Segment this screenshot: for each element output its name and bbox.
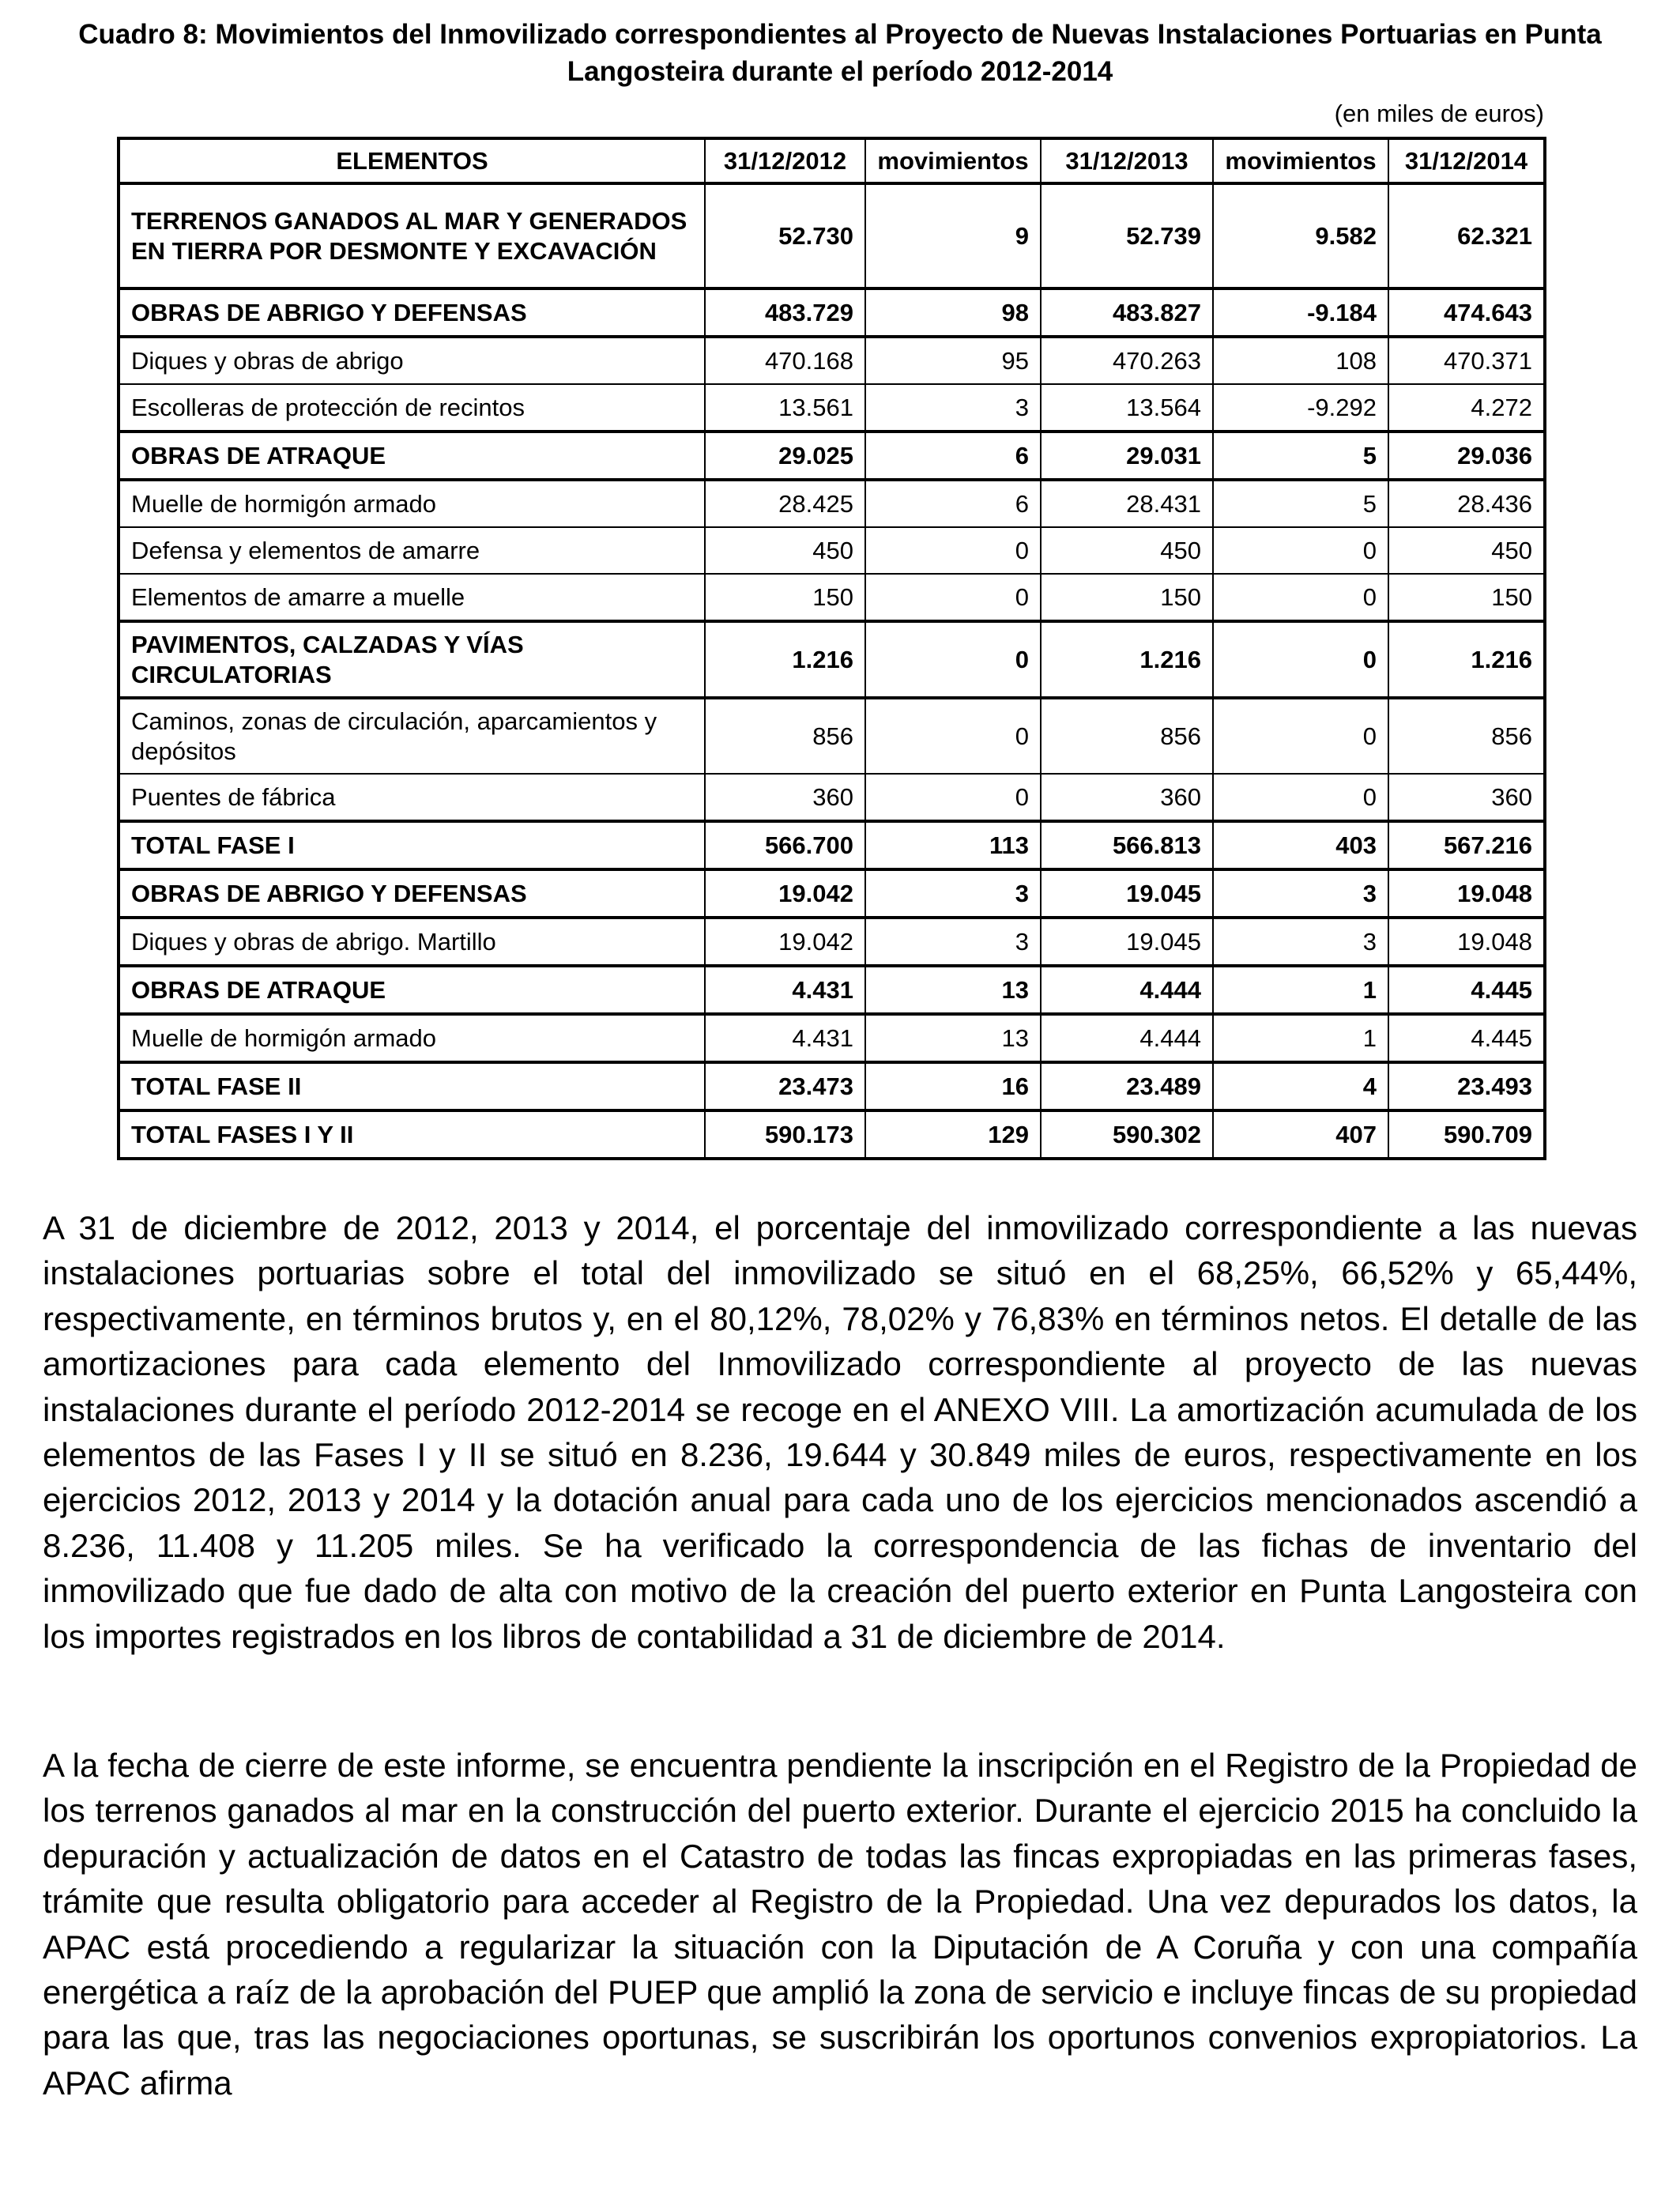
element-name-cell: Puentes de fábrica	[119, 774, 705, 821]
value-cell: 6	[865, 432, 1041, 480]
value-cell: 16	[865, 1062, 1041, 1110]
element-name-cell: PAVIMENTOS, CALZADAS Y VÍAS CIRCULATORIAS	[119, 621, 705, 698]
value-cell: 19.042	[705, 869, 865, 918]
value-cell: 52.730	[705, 183, 865, 288]
value-cell: 0	[865, 698, 1041, 774]
value-cell: 129	[865, 1110, 1041, 1159]
element-name-cell: OBRAS DE ATRAQUE	[119, 432, 705, 480]
value-cell: 29.031	[1041, 432, 1213, 480]
header-cell: movimientos	[865, 138, 1041, 183]
movements-table	[117, 137, 1546, 1160]
value-cell: 470.263	[1041, 337, 1213, 384]
header-cell: movimientos	[1213, 138, 1388, 183]
value-cell: 0	[865, 774, 1041, 821]
table-body	[119, 183, 1545, 1159]
value-cell: 1.216	[1388, 621, 1545, 698]
value-cell: 62.321	[1388, 183, 1545, 288]
value-cell: 0	[865, 621, 1041, 698]
value-cell: 13	[865, 1014, 1041, 1062]
value-cell: 856	[1041, 698, 1213, 774]
value-cell: 95	[865, 337, 1041, 384]
value-cell: 0	[1213, 698, 1388, 774]
value-cell: 450	[1388, 527, 1545, 574]
value-cell: 0	[1213, 527, 1388, 574]
element-name-cell: Caminos, zonas de circulación, aparcamientos y depósitos	[119, 698, 705, 774]
value-cell: 483.827	[1041, 288, 1213, 337]
value-cell: 23.493	[1388, 1062, 1545, 1110]
value-cell: 52.739	[1041, 183, 1213, 288]
value-cell: 3	[865, 869, 1041, 918]
value-cell: 4.431	[705, 966, 865, 1014]
value-cell: 150	[1041, 574, 1213, 621]
value-cell: 4.272	[1388, 384, 1545, 432]
table-row	[119, 527, 1545, 574]
value-cell: 567.216	[1388, 821, 1545, 869]
value-cell: 113	[865, 821, 1041, 869]
value-cell: 3	[1213, 869, 1388, 918]
table-row	[119, 821, 1545, 869]
header-cell: ELEMENTOS	[119, 138, 705, 183]
value-cell: 360	[1041, 774, 1213, 821]
table-row	[119, 774, 1545, 821]
value-cell: 474.643	[1388, 288, 1545, 337]
value-cell: -9.184	[1213, 288, 1388, 337]
element-name-cell: OBRAS DE ATRAQUE	[119, 966, 705, 1014]
value-cell: 0	[865, 574, 1041, 621]
table-row	[119, 1062, 1545, 1110]
value-cell: 19.045	[1041, 918, 1213, 966]
table-row	[119, 574, 1545, 621]
element-name-cell: TOTAL FASE II	[119, 1062, 705, 1110]
value-cell: 29.036	[1388, 432, 1545, 480]
value-cell: 1	[1213, 966, 1388, 1014]
value-cell: 470.168	[705, 337, 865, 384]
value-cell: 470.371	[1388, 337, 1545, 384]
value-cell: 1.216	[705, 621, 865, 698]
value-cell: 0	[1213, 774, 1388, 821]
value-cell: 566.813	[1041, 821, 1213, 869]
table-row	[119, 432, 1545, 480]
value-cell: 360	[705, 774, 865, 821]
table-row	[119, 698, 1545, 774]
value-cell: 1.216	[1041, 621, 1213, 698]
value-cell: 28.425	[705, 480, 865, 527]
element-name-cell: TOTAL FASE I	[119, 821, 705, 869]
table-row	[119, 918, 1545, 966]
value-cell: 566.700	[705, 821, 865, 869]
element-name-cell: TERRENOS GANADOS AL MAR Y GENERADOS EN TIERRA POR DESMONTE Y EXCAVACIÓN	[119, 183, 705, 288]
header-cell: 31/12/2013	[1041, 138, 1213, 183]
header-cell: 31/12/2012	[705, 138, 865, 183]
table-header-row	[119, 138, 1545, 183]
value-cell: 13	[865, 966, 1041, 1014]
element-name-cell: Muelle de hormigón armado	[119, 1014, 705, 1062]
value-cell: 6	[865, 480, 1041, 527]
value-cell: 150	[705, 574, 865, 621]
value-cell: 13.564	[1041, 384, 1213, 432]
value-cell: 856	[705, 698, 865, 774]
value-cell: 590.709	[1388, 1110, 1545, 1159]
element-name-cell: Defensa y elementos de amarre	[119, 527, 705, 574]
value-cell: 28.436	[1388, 480, 1545, 527]
table-row	[119, 337, 1545, 384]
value-cell: 3	[865, 384, 1041, 432]
value-cell: 590.302	[1041, 1110, 1213, 1159]
table-row	[119, 1014, 1545, 1062]
value-cell: 3	[1213, 918, 1388, 966]
units-note: (en miles de euros)	[1334, 100, 1544, 127]
value-cell: 1	[1213, 1014, 1388, 1062]
value-cell: 856	[1388, 698, 1545, 774]
paragraph-1: A 31 de diciembre de 2012, 2013 y 2014, el porcentaje del inmovilizado correspondiente a las nuevas instalaciones portuarias sobre el total del inmovilizado se situó en el 68,25%, 66,52% y 65,44%, respectivamente, en términos brutos y, en el 80,12%, 78,02% y 76,83% en términos netos. El detalle de las amortizaciones para cada elemento del Inmovilizado correspondiente al proyecto de las nuevas instalaciones durante el período 2012-2014 se recoge en el ANEXO VIII. La amortización acumulada de los elementos de las Fases I y II se situó en 8.236, 19.644 y 30.849 miles de euros, respectivamente en los ejercicios 2012, 2013 y 2014 y la dotación anual para cada uno de los ejercicios mencionados ascendió a 8.236, 11.408 y 11.205 miles. Se ha verificado la correspondencia de las fichas de inventario del inmovilizado que fue dado de alta con motivo de la creación del puerto exterior en Punta Langosteira con los importes registrados en los libros de contabilidad a 31 de diciembre de 2014.	[43, 1209, 1637, 1655]
value-cell: 29.025	[705, 432, 865, 480]
value-cell: 23.473	[705, 1062, 865, 1110]
value-cell: 9	[865, 183, 1041, 288]
value-cell: 5	[1213, 480, 1388, 527]
value-cell: 0	[1213, 574, 1388, 621]
table-row	[119, 621, 1545, 698]
value-cell: 0	[1213, 621, 1388, 698]
value-cell: 590.173	[705, 1110, 865, 1159]
table-row	[119, 288, 1545, 337]
value-cell: 9.582	[1213, 183, 1388, 288]
value-cell: 28.431	[1041, 480, 1213, 527]
value-cell: 4.431	[705, 1014, 865, 1062]
value-cell: 23.489	[1041, 1062, 1213, 1110]
element-name-cell: TOTAL FASES I Y II	[119, 1110, 705, 1159]
element-name-cell: OBRAS DE ABRIGO Y DEFENSAS	[119, 288, 705, 337]
header-cell: 31/12/2014	[1388, 138, 1545, 183]
element-name-cell: Diques y obras de abrigo	[119, 337, 705, 384]
value-cell: 98	[865, 288, 1041, 337]
table-title: Cuadro 8: Movimientos del Inmovilizado correspondientes al Proyecto de Nuevas Instalaciones Portuarias en Punta Langosteira durante el período 2012-2014	[78, 19, 1602, 87]
value-cell: -9.292	[1213, 384, 1388, 432]
table-row	[119, 183, 1545, 288]
value-cell: 19.048	[1388, 869, 1545, 918]
table-row	[119, 869, 1545, 918]
value-cell: 3	[865, 918, 1041, 966]
value-cell: 483.729	[705, 288, 865, 337]
value-cell: 360	[1388, 774, 1545, 821]
value-cell: 0	[865, 527, 1041, 574]
paragraph-2: A la fecha de cierre de este informe, se encuentra pendiente la inscripción en el Registro de la Propiedad de los terrenos ganados al mar en la construcción del puerto exterior. Durante el ejercicio 2015 ha concluido la depuración y actualización de datos en el Catastro de todas las fincas expropiadas en las primeras fases, trámite que resulta obligatorio para acceder al Registro de la Propiedad. Una vez depurados los datos, la APAC está procediendo a regularizar la situación con la Diputación de A Coruña y con una compañía energética a raíz de la aprobación del PUEP que amplió la zona de servicio e incluye fincas de su propiedad para las que, tras las negociaciones oportunas, se suscribirán los oportunos convenios expropiatorios. La APAC afirma	[43, 1747, 1637, 2102]
value-cell: 108	[1213, 337, 1388, 384]
element-name-cell: OBRAS DE ABRIGO Y DEFENSAS	[119, 869, 705, 918]
value-cell: 4.444	[1041, 1014, 1213, 1062]
value-cell: 450	[1041, 527, 1213, 574]
value-cell: 4.444	[1041, 966, 1213, 1014]
value-cell: 403	[1213, 821, 1388, 869]
value-cell: 4.445	[1388, 1014, 1545, 1062]
value-cell: 5	[1213, 432, 1388, 480]
value-cell: 150	[1388, 574, 1545, 621]
table-row	[119, 384, 1545, 432]
element-name-cell: Diques y obras de abrigo. Martillo	[119, 918, 705, 966]
value-cell: 19.042	[705, 918, 865, 966]
value-cell: 19.045	[1041, 869, 1213, 918]
element-name-cell: Escolleras de protección de recintos	[119, 384, 705, 432]
value-cell: 407	[1213, 1110, 1388, 1159]
value-cell: 13.561	[705, 384, 865, 432]
table-row	[119, 480, 1545, 527]
element-name-cell: Elementos de amarre a muelle	[119, 574, 705, 621]
value-cell: 450	[705, 527, 865, 574]
table-row	[119, 966, 1545, 1014]
value-cell: 19.048	[1388, 918, 1545, 966]
value-cell: 4	[1213, 1062, 1388, 1110]
table-row	[119, 1110, 1545, 1159]
value-cell: 4.445	[1388, 966, 1545, 1014]
element-name-cell: Muelle de hormigón armado	[119, 480, 705, 527]
